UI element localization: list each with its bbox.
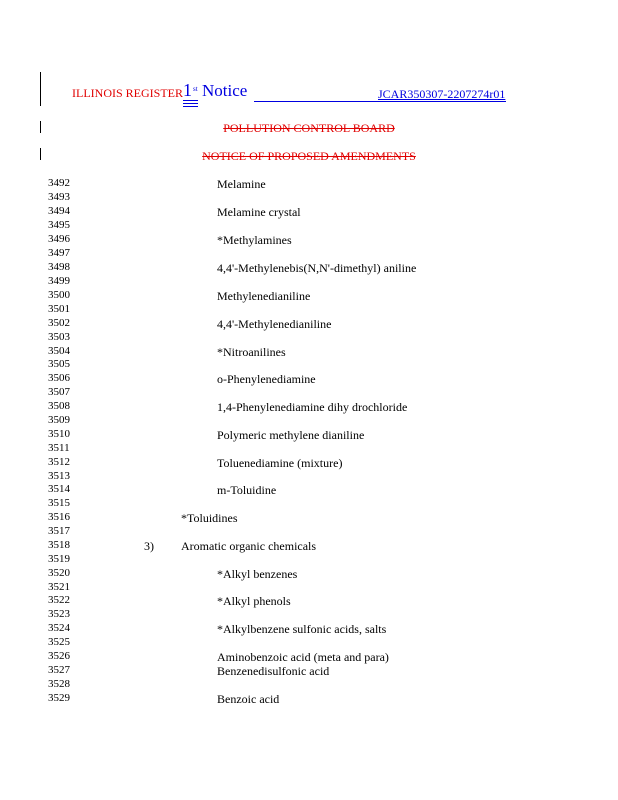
revision-double-underline	[183, 103, 198, 104]
line-number: 3509	[48, 414, 70, 426]
line-number: 3508	[48, 400, 70, 412]
line-number: 3499	[48, 275, 70, 287]
revision-superscript: st	[193, 85, 198, 93]
revision-double-underline	[183, 100, 198, 101]
section-heading: Aromatic organic chemicals	[181, 539, 317, 553]
line-number: 3507	[48, 386, 70, 398]
line-number: 3514	[48, 483, 70, 495]
list-item: *Alkyl phenols	[217, 594, 291, 608]
line-number: 3506	[48, 372, 70, 384]
list-item: Toluenediamine (mixture)	[217, 456, 343, 470]
line-number: 3497	[48, 247, 70, 259]
line-number: 3518	[48, 539, 70, 551]
line-number: 3496	[48, 233, 70, 245]
list-item: *Toluidines	[181, 511, 238, 525]
line-number: 3510	[48, 428, 70, 440]
line-number: 3512	[48, 456, 70, 468]
line-number: 3513	[48, 470, 70, 482]
line-number: 3492	[48, 177, 70, 189]
line-number: 3516	[48, 511, 70, 523]
notice-label: Notice	[202, 81, 248, 100]
revision-number: 1	[183, 80, 192, 100]
line-number: 3520	[48, 567, 70, 579]
list-item: Benzoic acid	[217, 692, 280, 706]
line-number: 3521	[48, 581, 70, 593]
list-item: *Alkylbenzene sulfonic acids, salts	[217, 622, 387, 636]
list-item: Melamine crystal	[217, 205, 301, 219]
register-title: ILLINOIS REGISTER	[72, 86, 183, 100]
line-number: 3528	[48, 678, 70, 690]
line-number: 3511	[48, 442, 70, 454]
line-number: 3515	[48, 497, 70, 509]
list-item: Polymeric methylene dianiline	[217, 428, 365, 442]
line-number: 3504	[48, 345, 70, 357]
line-number: 3525	[48, 636, 70, 648]
list-item: Aminobenzoic acid (meta and para)	[217, 650, 389, 664]
list-item: Benzenedisulfonic acid	[217, 664, 330, 678]
line-number: 3519	[48, 553, 70, 565]
list-item: *Methylamines	[217, 233, 292, 247]
list-item: o-Phenylenediamine	[217, 372, 316, 386]
line-number: 3503	[48, 331, 70, 343]
section-number: 3)	[144, 539, 154, 553]
line-number: 3529	[48, 692, 70, 704]
line-number: 3517	[48, 525, 70, 537]
list-item: *Alkyl benzenes	[217, 567, 298, 581]
line-number: 3523	[48, 608, 70, 620]
list-item: 4,4'-Methylenedianiline	[217, 317, 332, 331]
line-number: 3502	[48, 317, 70, 329]
list-item: m-Toluidine	[217, 483, 277, 497]
line-number: 3495	[48, 219, 70, 231]
line-number: 3498	[48, 261, 70, 273]
notice-title: NOTICE OF PROPOSED AMENDMENTS	[202, 149, 416, 163]
line-number: 3501	[48, 303, 70, 315]
line-number: 3527	[48, 664, 70, 676]
line-number: 3500	[48, 289, 70, 301]
line-number: 3505	[48, 358, 70, 370]
line-number: 3526	[48, 650, 70, 662]
list-item: Methylenedianiline	[217, 289, 311, 303]
agency-name: POLLUTION CONTROL BOARD	[223, 121, 395, 135]
line-number: 3522	[48, 594, 70, 606]
line-number: 3494	[48, 205, 70, 217]
list-item: Melamine	[217, 177, 266, 191]
line-number: 3524	[48, 622, 70, 634]
change-bar	[40, 72, 41, 106]
jcar-code: JCAR350307-2207274r01	[378, 87, 506, 101]
list-item: 4,4'-Methylenebis(N,N'-dimethyl) aniline	[217, 261, 417, 275]
list-item: 1,4-Phenylenediamine dihy drochloride	[217, 400, 408, 414]
list-item: *Nitroanilines	[217, 345, 286, 359]
line-number: 3493	[48, 191, 70, 203]
revision-double-underline	[183, 106, 198, 107]
